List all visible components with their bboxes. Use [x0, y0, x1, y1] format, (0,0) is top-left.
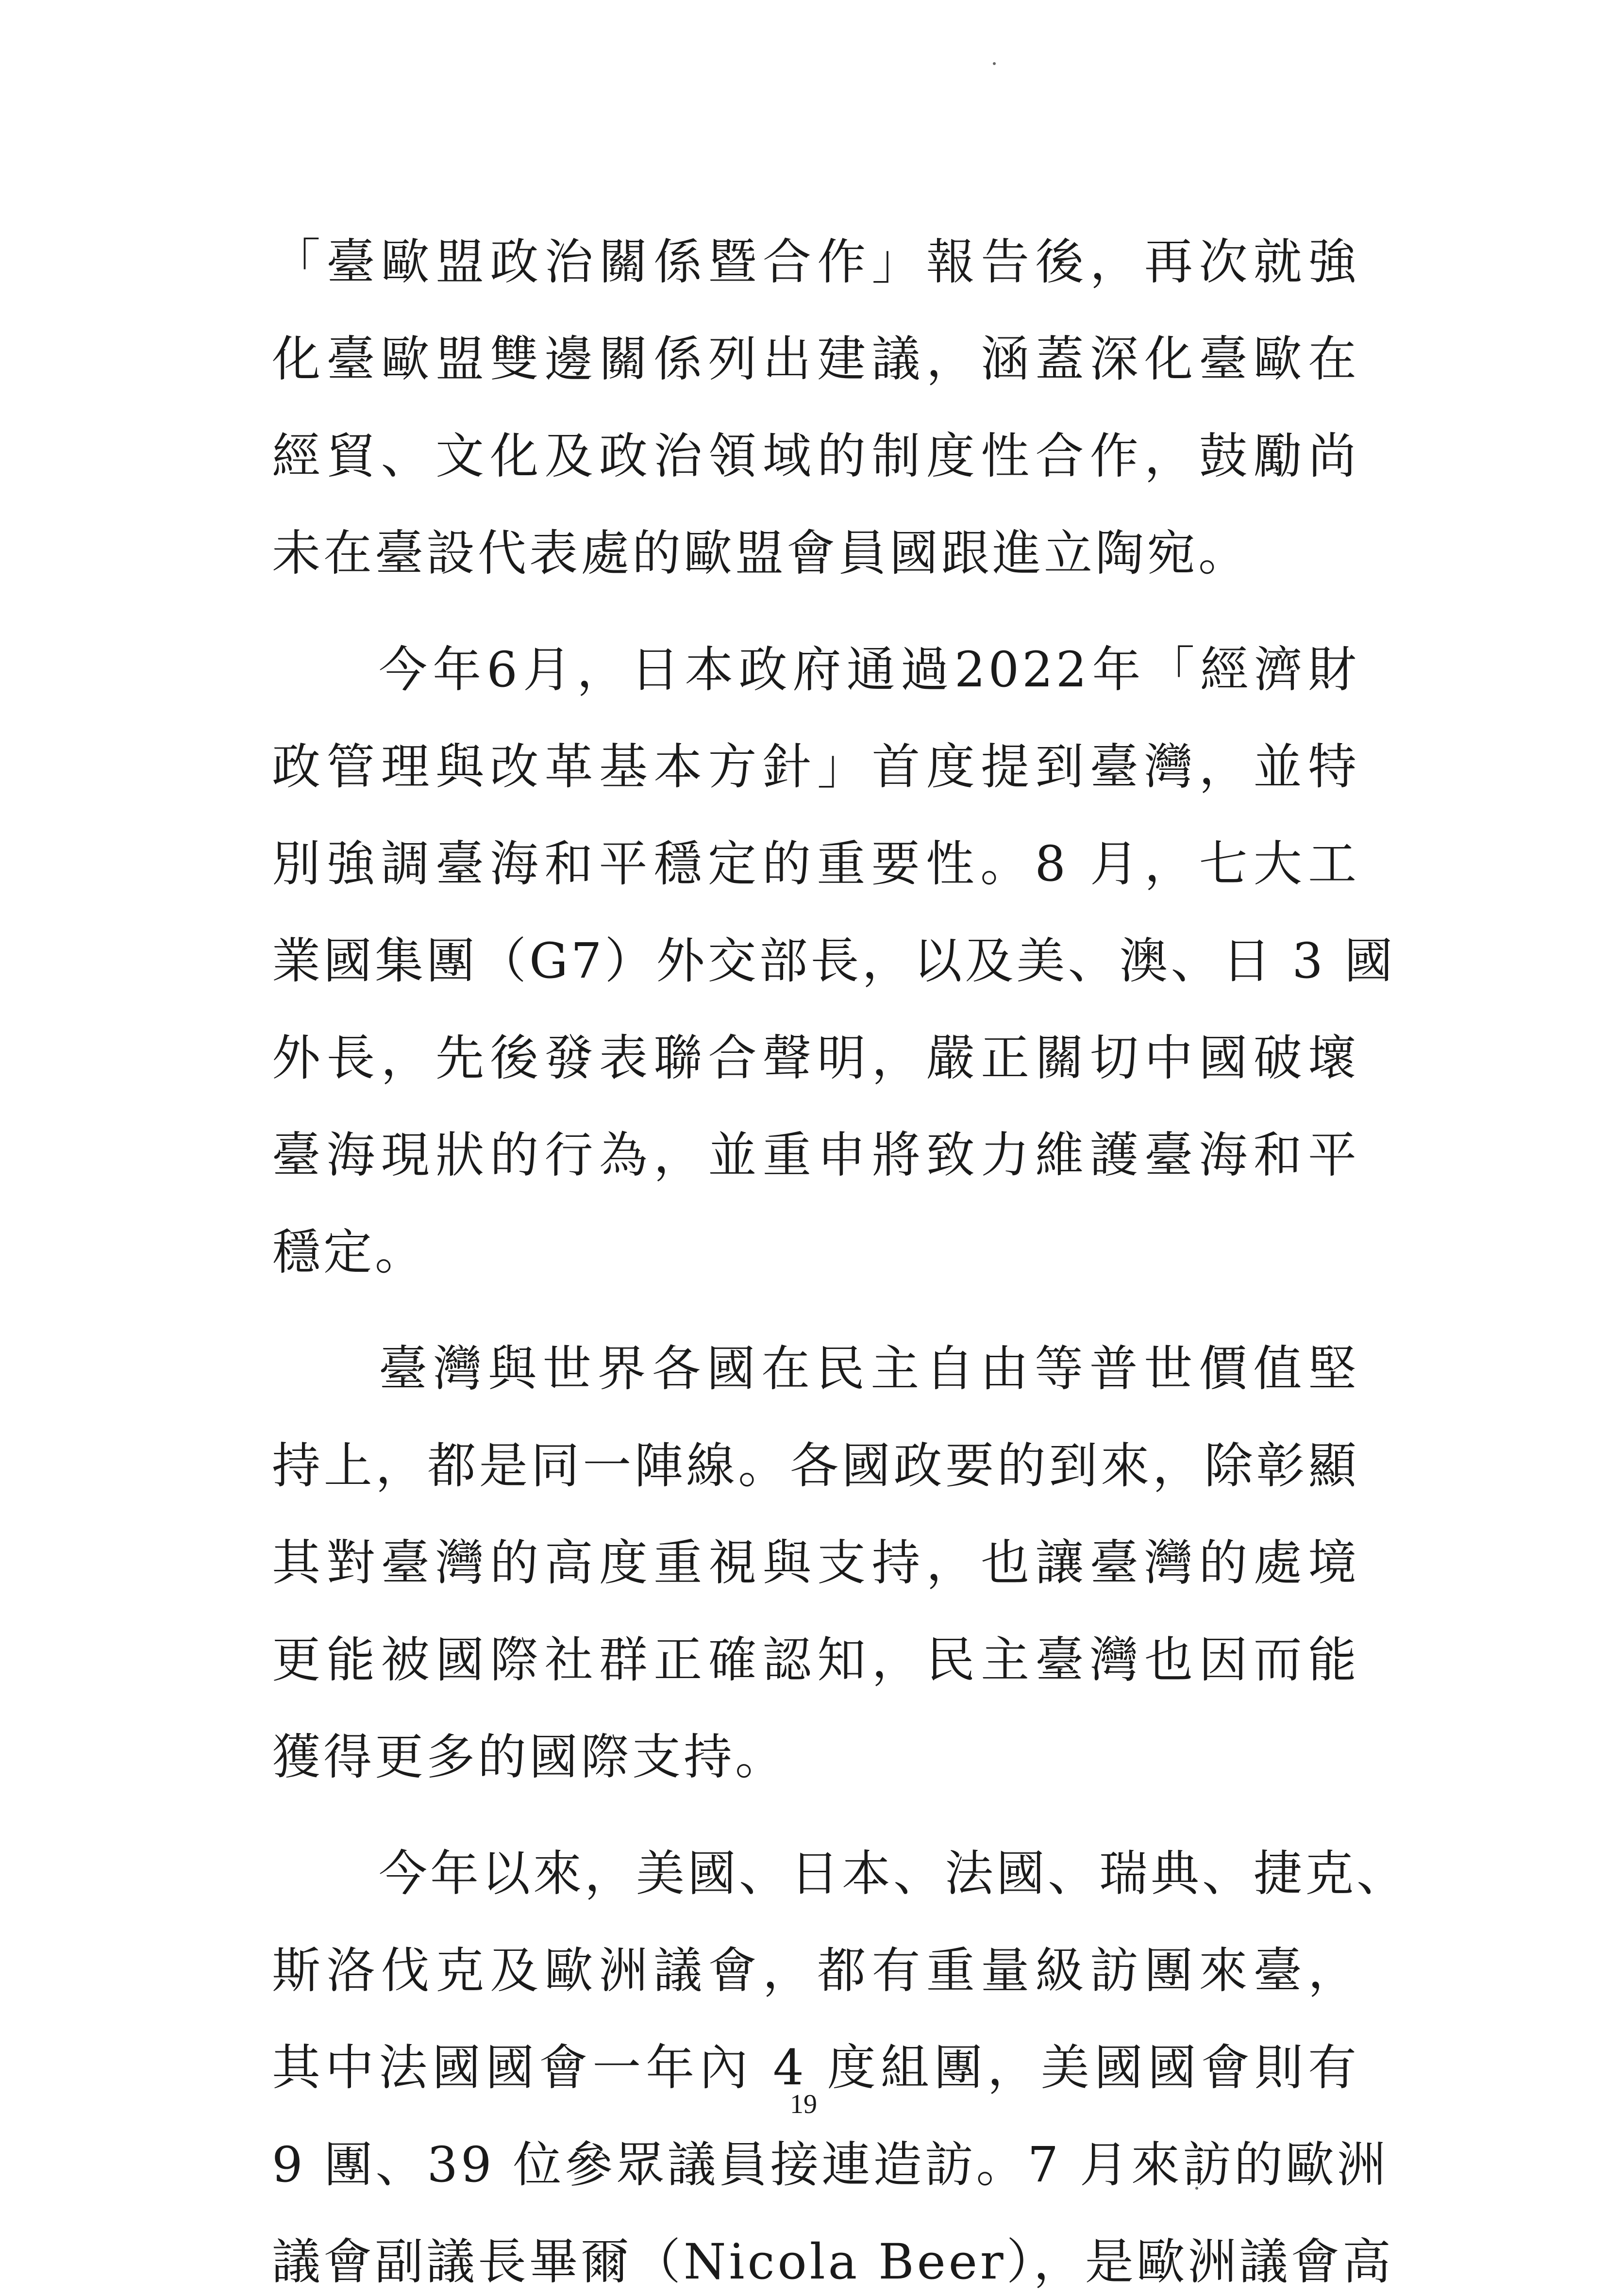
line-text: 斯洛伐克及歐洲議會，都有重量級訪團來臺，: [272, 1942, 1359, 1999]
line-text: 經貿、文化及政治領域的制度性合作，鼓勵尚: [272, 428, 1359, 484]
line-text: 政管理與改革基本方針」首度提到臺灣，並特: [272, 738, 1359, 795]
line-text: 議會副議長畢爾（Nicola Beer），是歐洲議會高: [272, 2233, 1394, 2290]
line-text: 其中法國國會一年內 4 度組團，美國國會則有: [272, 2039, 1359, 2096]
text-line: [272, 2228, 1394, 2296]
line-text: 臺海現狀的行為，並重申將致力維護臺海和平: [272, 1127, 1359, 1183]
text-line: [272, 519, 1359, 587]
text-line: [272, 1529, 1359, 1597]
line-text: 外長，先後發表聯合聲明，嚴正關切中國破壞: [272, 1030, 1359, 1086]
text-line: [272, 733, 1359, 801]
line-text: 今年6月，日本政府通過2022年「經濟財: [379, 641, 1359, 698]
text-line: [272, 1121, 1359, 1189]
text-line: [272, 927, 1396, 995]
text-line: [272, 228, 1359, 296]
text-line: [272, 636, 1359, 704]
line-text: 業國集團（G7）外交部長，以及美、澳、日 3 國: [272, 932, 1396, 989]
text-line: [272, 1335, 1359, 1403]
line-text: 9 團、39 位參眾議員接連造訪。7 月來訪的歐洲: [272, 2136, 1389, 2193]
text-line: [272, 1024, 1359, 1092]
scan-speck: [993, 62, 996, 65]
text-line: [272, 1840, 1408, 1908]
line-text: 其對臺灣的高度重視與支持，也讓臺灣的處境: [272, 1534, 1359, 1591]
text-line: [272, 1723, 1359, 1791]
line-text: 獲得更多的國際支持。: [272, 1729, 787, 1785]
text-line: [272, 1937, 1359, 2005]
text-line: [272, 1626, 1359, 1694]
line-text: 穩定。: [272, 1224, 426, 1281]
line-text: 今年以來，美國、日本、法國、瑞典、捷克、: [379, 1845, 1408, 1902]
text-line: [272, 422, 1359, 490]
text-line: [272, 2131, 1389, 2199]
line-text: 「臺歐盟政治關係暨合作」報告後，再次就強: [272, 233, 1359, 290]
line-text: 未在臺設代表處的歐盟會員國跟進立陶宛。: [272, 525, 1250, 582]
line-text: 更能被國際社群正確認知，民主臺灣也因而能: [272, 1631, 1359, 1688]
line-text: 持上，都是同一陣線。各國政要的到來，除彰顯: [272, 1437, 1359, 1494]
text-line: [272, 325, 1359, 393]
text-line: [272, 830, 1359, 898]
line-text: 別強調臺海和平穩定的重要性。8 月，七大工: [272, 835, 1359, 892]
text-line: [272, 1432, 1359, 1500]
line-text: 化臺歐盟雙邊關係列出建議，涵蓋深化臺歐在: [272, 331, 1359, 387]
text-line: [272, 1218, 1359, 1286]
line-text: 臺灣與世界各國在民主自由等普世價值堅: [379, 1340, 1359, 1397]
page-number: 19: [790, 2089, 817, 2119]
